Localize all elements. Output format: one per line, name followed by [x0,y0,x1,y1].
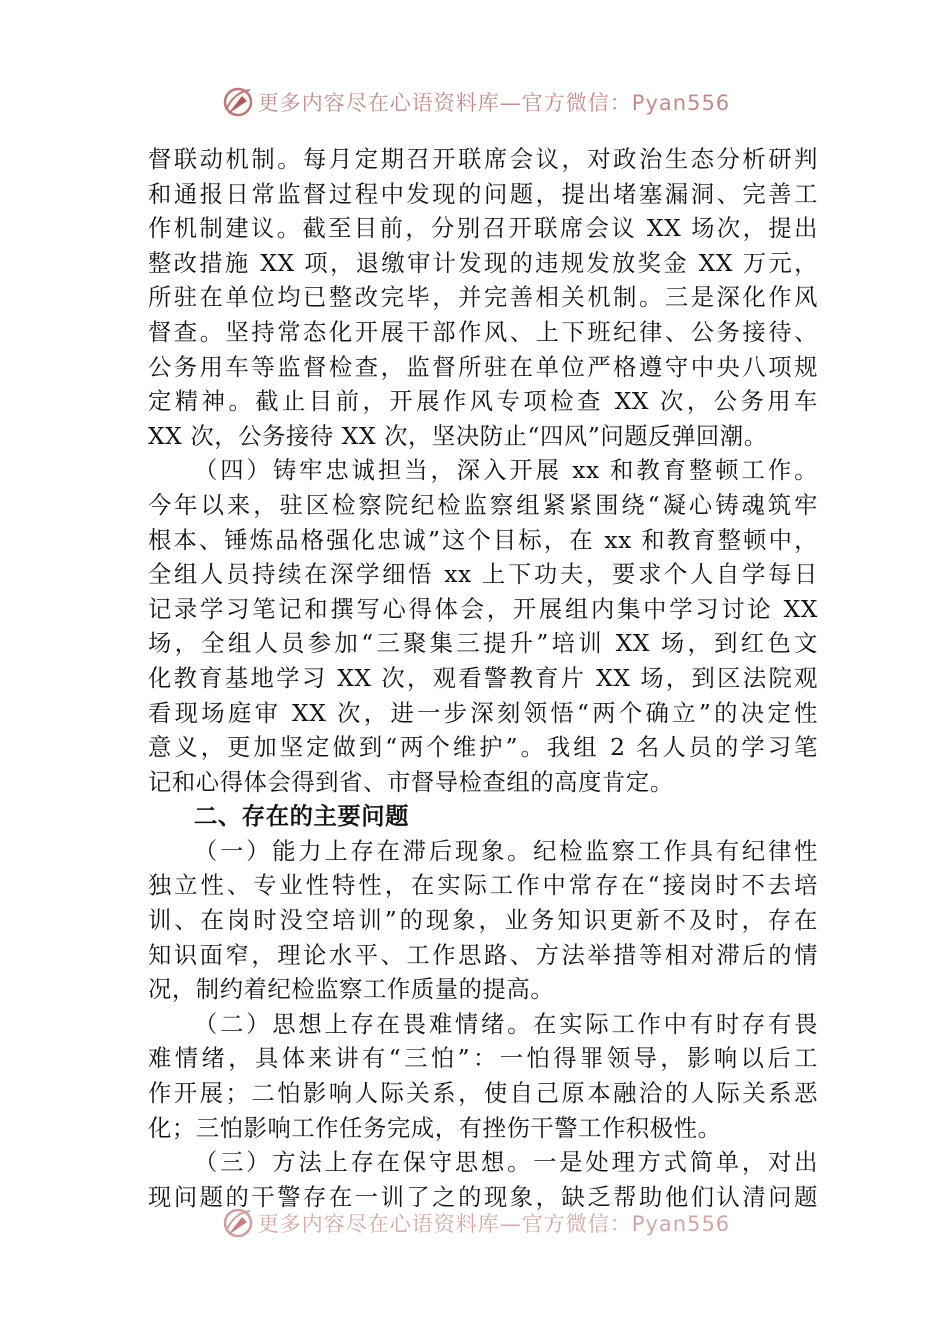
text-line: 公务用车等监督检查，监督所驻在单位严格遵守中央八项规 [148,353,818,381]
document-body [148,143,818,1213]
text-line: 和通报日常监督过程中发现的问题，提出堵塞漏洞、完善工 [148,180,818,208]
text-line: 二、存在的主要问题 [194,803,410,831]
text-line: （二）思想上存在畏难情绪。在实际工作中有时存有畏 [194,1010,818,1038]
paragraph [148,143,818,454]
watermark-text: 更多内容尽在心语资料库—官方微信：Pyan556 [257,1212,731,1236]
text-line: 所驻在单位均已整改完毕，并完善相关机制。三是深化作风 [148,284,818,312]
text-line: （四）铸牢忠诚担当，深入开展 xx 和教育整顿工作。 [194,457,818,485]
text-line: 定精神。截止目前，开展作风专项检查 XX 次，公务用车 [148,388,818,416]
text-line: 看现场庭审 XX 次，进一步深刻领悟“两个确立”的决定性 [148,699,818,727]
text-line: 记和心得体会得到省、市督导检查组的高度肯定。 [148,768,674,796]
watermark-text: 更多内容尽在心语资料库—官方微信：Pyan556 [257,91,731,115]
text-line: 督查。坚持常态化开展干部作风、上下班纪律、公务接待、 [148,318,818,346]
text-line: 意义，更加坚定做到“两个维护”。我组 2 名人员的学习笔 [148,734,818,762]
section-heading [148,800,818,835]
paragraph [148,1008,818,1146]
text-line: 难情绪，具体来讲有“三怕”：一怕得罪领导，影响以后工 [148,1045,818,1073]
text-line: 整改措施 XX 项，退缴审计发现的违规发放奖金 XX 万元， [148,249,818,277]
text-line: 督联动机制。每月定期召开联席会议，对政治生态分析研判 [148,146,818,173]
watermark-header [0,82,950,122]
text-line: 化教育基地学习 XX 次，观看警教育片 XX 场，到区法院观 [148,664,818,692]
text-line: 场，全组人员参加“三聚集三提升”培训 XX 场，到红色文 [148,630,818,658]
paragraph [148,835,818,1008]
text-line: 况，制约着纪检监察工作质量的提高。 [148,976,555,1004]
text-line: 训、在岗时没空培训”的现象，业务知识更新不及时，存在 [148,907,818,935]
text-line: 作开展；二怕影响人际关系，使自己原本融洽的人际关系恶 [148,1080,818,1108]
text-line: （一）能力上存在滞后现象。纪检监察工作具有纪律性 [194,837,818,865]
text-line: XX 次，公务接待 XX 次，坚决防止“四风”问题反弹回潮。 [148,422,768,450]
pen-nib-logo-icon [220,1205,256,1241]
text-line: 知识面窄，理论水平、工作思路、方法举措等相对滞后的情 [148,941,818,969]
text-line: 独立性、专业性特性，在实际工作中常存在“接岗时不去培 [148,872,818,900]
text-line: 今年以来，驻区检察院纪检监察组紧紧围绕“凝心铸魂筑牢 [148,491,818,519]
text-line: 记录学习笔记和撰写心得体会，开展组内集中学习讨论 XX [148,595,818,623]
text-line: （三）方法上存在保守思想。一是处理方式简单，对出 [194,1149,818,1177]
text-line: 作机制建议。截至目前，分别召开联席会议 XX 场次，提出 [148,215,818,243]
text-line: 化；三怕影响工作任务完成，有挫伤干警工作积极性。 [148,1114,722,1142]
text-line: 根本、锤炼品格强化忠诚”这个目标，在 xx 和教育整顿中， [148,526,818,554]
watermark-footer [0,1203,950,1243]
paragraph [148,454,818,800]
text-line: 全组人员持续在深学细悟 xx 上下功夫，要求个人自学每日 [148,561,818,589]
pen-nib-logo-icon [220,84,256,120]
text-line: 现问题的干警存在一训了之的现象，缺乏帮助他们认清问题 [148,1183,818,1211]
